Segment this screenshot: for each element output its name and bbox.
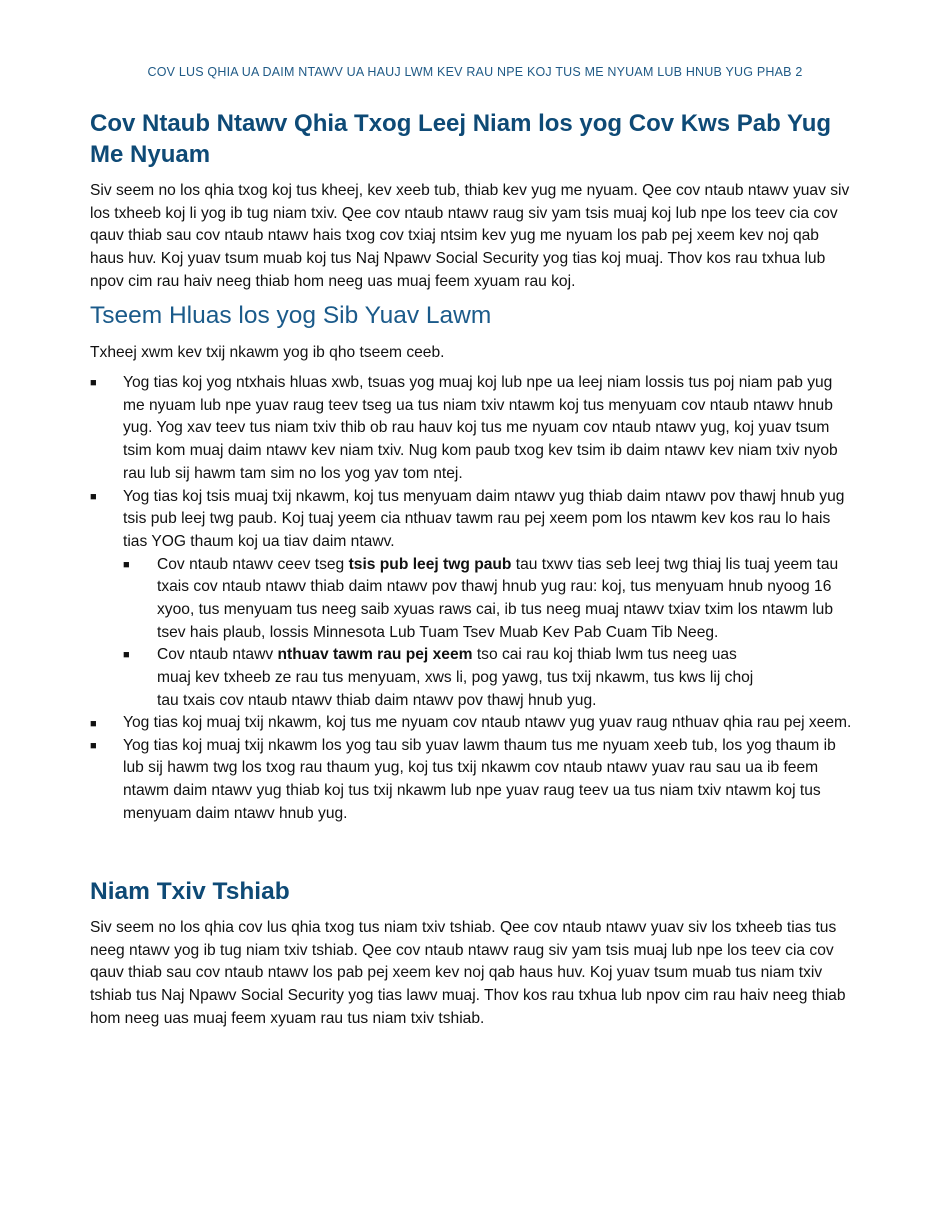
list-item: ■ Yog tias koj muaj txij nkawm los yog tau sib yuav lawm thaum tus me nyuam xeeb tub, los yog thaum ib lub sij hawm twg los txog rau thaum yug, koj tus txij nkawm cov ntaub ntawv yuav rau sau ua ib feem ntawm daim ntawv yug thiab koj tus txij nkawm lub npe yuav raug teev ua tus niam txiv ntawm koj tus menyuam daim ntawv hnub yug. (90, 736, 836, 822)
bullet-icon: ■ (123, 649, 130, 662)
marital-status-intro: Txheej xwm kev txij nkawm yog ib qho tseem ceeb. (90, 344, 445, 361)
section-parent-info-paragraph (90, 180, 852, 294)
list-item: ■ Yog tias koj muaj txij nkawm, koj tus me nyuam cov ntaub ntawv yug yuav raug nthuav qhia rau pej xeem. (90, 713, 852, 735)
running-header: COV LUS QHIA UA DAIM NTAWV UA HAUJ LWM KEV RAU NPE KOJ TUS ME NYUAM LUB HNUB YUG PHAB 2 (147, 65, 803, 79)
sub-list-item-private: ■ Cov ntaub ntawv ceev tseg tsis pub leej twg paub tau txwv tias seb leej twg thiaj lis tuaj yeem tau txais cov ntaub ntawv thiab daim ntawv pov thawj hnub yug rau: koj, tus menyuam hnub nyoog 16 xyoo, tus menyuam tus neeg saib xyuas raws cai, ib tus neeg muaj ntawv txiav txim los ntawm lub tsev hais plaub, lossis Minnesota Lub Tuam Tsev Muab Kev Pab Cuam Tib Neeg. (123, 555, 839, 641)
bullet-icon: ■ (90, 377, 97, 389)
paragraph-new-parent: Siv seem no los qhia cov lus qhia txog tus niam txiv tshiab. Qee cov ntaub ntawv yuav siv los txheeb tias tus neeg ntawv yog ib tug niam txiv tshiab. Qee cov ntaub ntawv raug siv yam tsis muaj lub npe los teev cia cov qauv thiab sau cov ntaub ntawv los pab pej xeem kev noj qab haus huv. Koj yuav tsum muab tus niam txiv tshiab tus Naj Npawv Social Security yog tias lawv muaj. Thov kos rau txhua lub npov cim rau haiv neeg thiab hom neeg uas muaj feem xyuam rau tus niam txiv tshiab. (90, 919, 846, 1027)
section-marital-status (90, 301, 852, 365)
list-item: ■ Yog tias koj yog ntxhais hluas xwb, tsuas yog muaj koj lub npe ua leej niam lossis tus poj niam pab yug me nyuam lub npe yuav raug teev tseg ua tus niam txiv ntawm koj tus menyuam cov ntaub ntawv hnub yug. Yog xav teev tus niam txiv thib ob rau hauv koj tus me nyuam cov ntaub ntawv yug, koj yuav tsum tsim kom muaj daim ntawv kev niam txiv. Nug kom paub txog kev tsim ib daim ntawv kev niam txiv nyob rau lub sij hawm tam sim no los yog yav tom ntej. (90, 374, 838, 482)
bullet-icon: ■ (90, 717, 97, 730)
marital-status-list (90, 372, 852, 825)
bullet-icon: ■ (123, 558, 130, 571)
sub-list-item-public: ■ Cov ntaub ntawv nthuav tawm rau pej xeem tso cai rau koj thiab lwm tus neeg uas muaj kev txheeb ze rau tus menyuam, xws li, pog yawg, tus txij nkawm, tus kws lij choj tau txais cov ntaub ntawv thiab daim ntawv pov thawj hnub yug. (123, 646, 754, 709)
paragraph-parent-info: Siv seem no los qhia txog koj tus kheej, kev xeeb tub, thiab kev yug me nyuam. Qee cov ntaub ntawv yuav siv los txheeb koj li yog ib tug niam txiv. Qee cov ntaub ntawv raug siv yam tsis muaj koj lub npe los teev cia cov qauv thiab sau cov ntaub ntawv hais txog cov txiaj ntsim kev yug me nyuam los pab pej xeem kev noj qab haus huv. Koj yuav tsum muab koj tus Naj Npawv Social Security yog tias koj muaj. Thov kos rau txhua lub npov cim rau haiv neeg thiab hom neeg uas muaj feem xyuam rau koj. (90, 182, 850, 290)
list-item: ■ Yog tias koj tsis muaj txij nkawm, koj tus menyuam daim ntawv yug thiab daim ntawv pov thawj hnub yug tsis pub leej twg paub. Koj tuaj yeem cia nthuav tawm rau pej xeem pom los ntawm kev kos rau lo hais tias YOG thaum koj ua tiav daim ntawv. ■ Cov ntaub ntawv ceev tseg tsis pub leej twg paub tau txwv tias seb leej twg thiaj lis tuaj yeem tau txais cov ntaub ntawv thiab daim ntawv pov thawj hnub yug rau: koj, tus menyuam hnub nyoog 16 xyoo, tus menyuam tus neeg saib xyuas raws cai, ib tus neeg muaj ntawv txiav txim los ntawm lub tsev hais plaub, lossis Minnesota Lub Tuam Tsev Muab Kev Pab Cuam Tib Neeg. ■ Cov ntaub ntawv nthuav tawm rau pej xeem tso cai rau koj thiab lwm tus neeg uas muaj kev txheeb ze rau tus menyuam, xws li, pog yawg, tus txij nkawm, tus kws lij choj tau txais cov ntaub ntawv thiab daim ntawv pov thawj hnub yug. (90, 486, 852, 713)
section-new-parent (90, 877, 852, 1031)
bullet-icon: ■ (90, 490, 97, 503)
bullet-icon: ■ (90, 739, 97, 752)
section-title-marital-status: Tseem Hluas los yog Sib Yuav Lawm (90, 302, 492, 329)
section-title-new-parent: Niam Txiv Tshiab (90, 878, 290, 905)
section-title-parent-info: Cov Ntaub Ntawv Qhia Txog Leej Niam los yog Cov Kws Pab Yug Me Nyuam (90, 110, 832, 168)
